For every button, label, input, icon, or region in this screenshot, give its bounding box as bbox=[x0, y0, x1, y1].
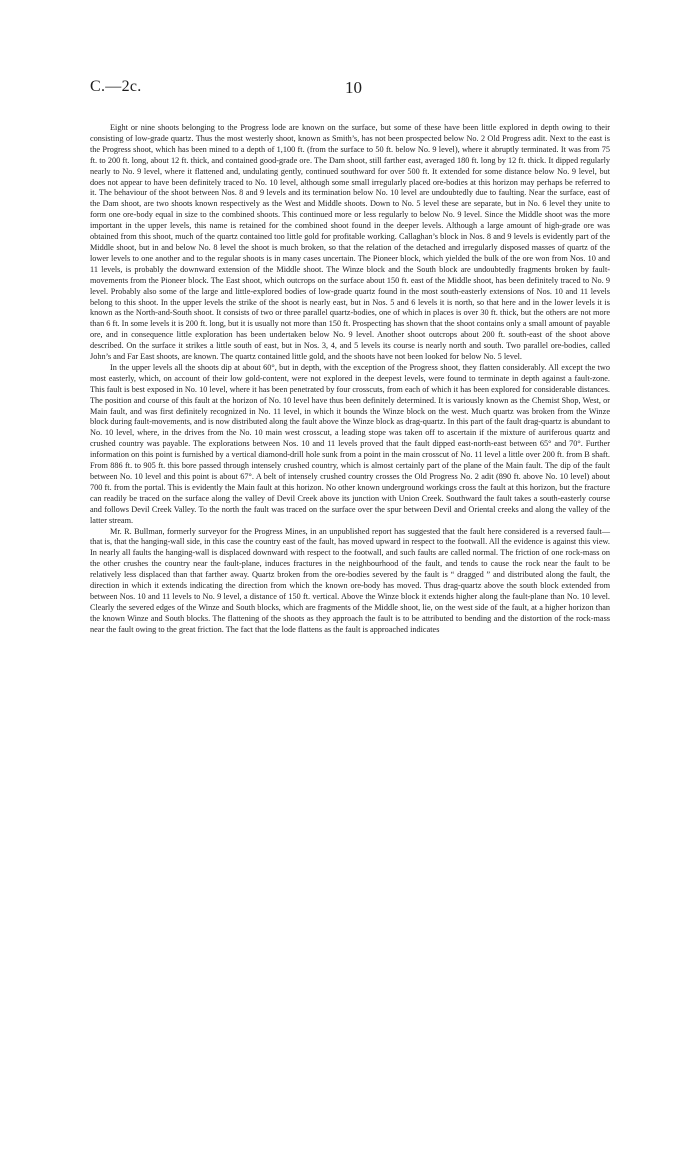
body-text bbox=[90, 123, 610, 636]
page-header bbox=[90, 78, 610, 102]
paragraph-main-fault: In the upper levels all the shoots dip at about 60°, but in depth, with the exception of the Progress shoot, they flatten considerably. All except the two most easterly, which, on account of their low gold-content, were not explored in the deepest levels, were found to terminate in depth against a fault-zone. This fault is best exposed in No. 10 level, where it has been penetrated by four crosscuts, from each of which it has been explored for considerable distances. The position and course of this fault at the horizon of No. 10 level have thus been definitely determined. It is variously known as the Chemist Shop, West, or Main fault, and was first definitely recognized in No. 11 level, in which it bounds the Winze block on the west. Much quartz was broken from the Winze block during fault-movements, and is now distributed along the fault above the Winze block as drag-quartz. In this part of the fault drag-quartz is abundant to No. 10 level, where, in the drives from the No. 10 main west crosscut, a leading stope was taken off to ascertain if the mixture of auriferous quartz and crushed country was payable. The explorations between Nos. 10 and 11 levels proved that the fault dipped east-north-east between 65° and 70°. Further information on this point is furnished by a vertical diamond-drill hole sunk from a point in the main crosscut of No. 11 level a little over 200 ft. from B shaft. From 886 ft. to 905 ft. this bore passed through intensely crushed country, which is almost certainly part of the plane of the Main fault. The dip of the fault between No. 10 level and this point is about 67°. A belt of intensely crushed country crosses the Old Progress No. 2 adit (890 ft. above No. 10 level) about 700 ft. from the portal. This is evidently the Main fault at this horizon. No other known underground workings cross the fault at this horizon, but the fracture can readily be traced on the surface along the valley of Devil Creek above its junction with Union Creek. Southward the fault takes a south-easterly course and follows Devil Creek Valley. To the north the fault was traced on the surface over the spur between Devil and Oriental creeks and along the valley of the latter stream. bbox=[90, 362, 610, 525]
paragraph-fault-discussion: Mr. R. Bullman, formerly surveyor for the Progress Mines, in an unpublished report has suggested that the fault here considered is a reversed fault—that is, that the hanging-wall side, in this case the country east of the fault, has moved upward in respect to the footwall. All the evidence is against this view. In nearly all faults the hanging-wall is displaced downward with respect to the footwall, and such faults are called normal. The friction of one rock-mass on the other crushes the country near the fault-plane, induces fractures in the neighbourhood of the fault, and tends to cause the rock near the fault to be relatively less displaced than that farther away. Quartz broken from the ore-bodies severed by the fault is “ dragged ” and distributed along the fault, the direction in which it extends indicating the direction from which the known ore-body has moved. Thus drag-quartz above the south block extended from between Nos. 10 and 11 levels to No. 9 level, a distance of 150 ft. vertical. Above the Winze block it extends higher along the fault-plane than No. 10 level. Clearly the severed edges of the Winze and South blocks, which are fragments of the Middle shoot, lie, on the west side of the fault, at a higher horizon than the known Winze and South blocks. The flattening of the shoots as they approach the fault is to be attributed to bending and the distortion of the rock-mass near the fault owing to the great friction. The fact that the lode flattens as the fault is approached indicates bbox=[90, 526, 610, 634]
page-number: 10 bbox=[345, 78, 362, 97]
document-code: C.—2c. bbox=[90, 78, 142, 95]
paragraph-ore-shoots: Eight or nine shoots belonging to the Progress lode are known on the surface, but some of these have been little explored in depth owing to their consisting of low-grade quartz. Thus the most westerly shoot, known as Smith’s, has not been prospected below No. 2 Old Progress adit. Next to the east is the Progress shoot, which has been mined to a depth of 1,100 ft. (from the surface to 50 ft. below No. 9 level), where it abruptly terminated. It was from 75 ft. to 200 ft. long, about 12 ft. thick, and contained good-grade ore. The Dam shoot, still farther east, averaged 180 ft. long by 12 ft. thick. It dipped regularly nearly to No. 9 level, where it flattened and, undulating gently, continued southward for over 500 ft. It extended for some distance below No. 9 level, but does not appear to have been definitely traced to No. 10 level, although some small irregularly placed ore-bodies at this horizon may perhaps be referred to it. The behaviour of the shoot between Nos. 8 and 9 levels and its termination below No. 10 level are undoubtedly due to faulting. Near the surface, east of the Dam shoot, are two shoots known respectively as the West and Middle shoots. Down to No. 5 level these are separate, but in No. 6 level they unite to form one ore-body equal in size to the combined shoots. This continued more or less regularly to below No. 9 level. Since the Middle shoot was the more important in the upper levels, this name is retained for the combined shoot found in the deeper levels. Although a large amount of high-grade ore was obtained from this shoot, much of the quartz contained too little gold for profitable working. Callaghan’s block in Nos. 8 and 9 levels is evidently part of the Middle shoot, but in and below No. 8 level the shoot is much broken, so that the relation of the detached and irregularly disposed masses of quartz of the lower levels to one another and to the regular shoots is in many cases uncertain. The Pioneer block, which yielded the bulk of the ore won from Nos. 10 and 11 levels, is probably the downward extension of the Middle shoot. The Winze block and the South block are undoubtedly fragments broken by fault-movements from the Pioneer block. The East shoot, which outcrops on the surface about 150 ft. east of the Middle shoot, has been definitely traced to No. 9 level. Probably also some of the large and little-explored bodies of low-grade quartz found in the most south-easterly extensions of Nos. 10 and 11 levels belong to this shoot. In the upper levels the strike of the shoot is nearly east, but in Nos. 5 and 6 levels it is north, so that here and in the lower levels it is known as the North-and-South shoot. It consists of two or three parallel quartz-bodies, one of which in places is over 30 ft. thick, but the others are not more than 6 ft. In some levels it is 200 ft. long, but it is usually not more than 150 ft. Prospecting has shown that the shoot contains only a small amount of payable ore, and in consequence little exploration has been undertaken below No. 9 level. Another shoot outcrops about 200 ft. south-east of the shoot above described. On the surface it strikes a little south of east, but in Nos. 3, 4, and 5 levels its course is nearly north and south. Two parallel ore-bodies, called John’s and Far East shoots, are known. The quartz contained little gold, and the shoots have not been looked for below No. 5 level. bbox=[90, 123, 610, 362]
